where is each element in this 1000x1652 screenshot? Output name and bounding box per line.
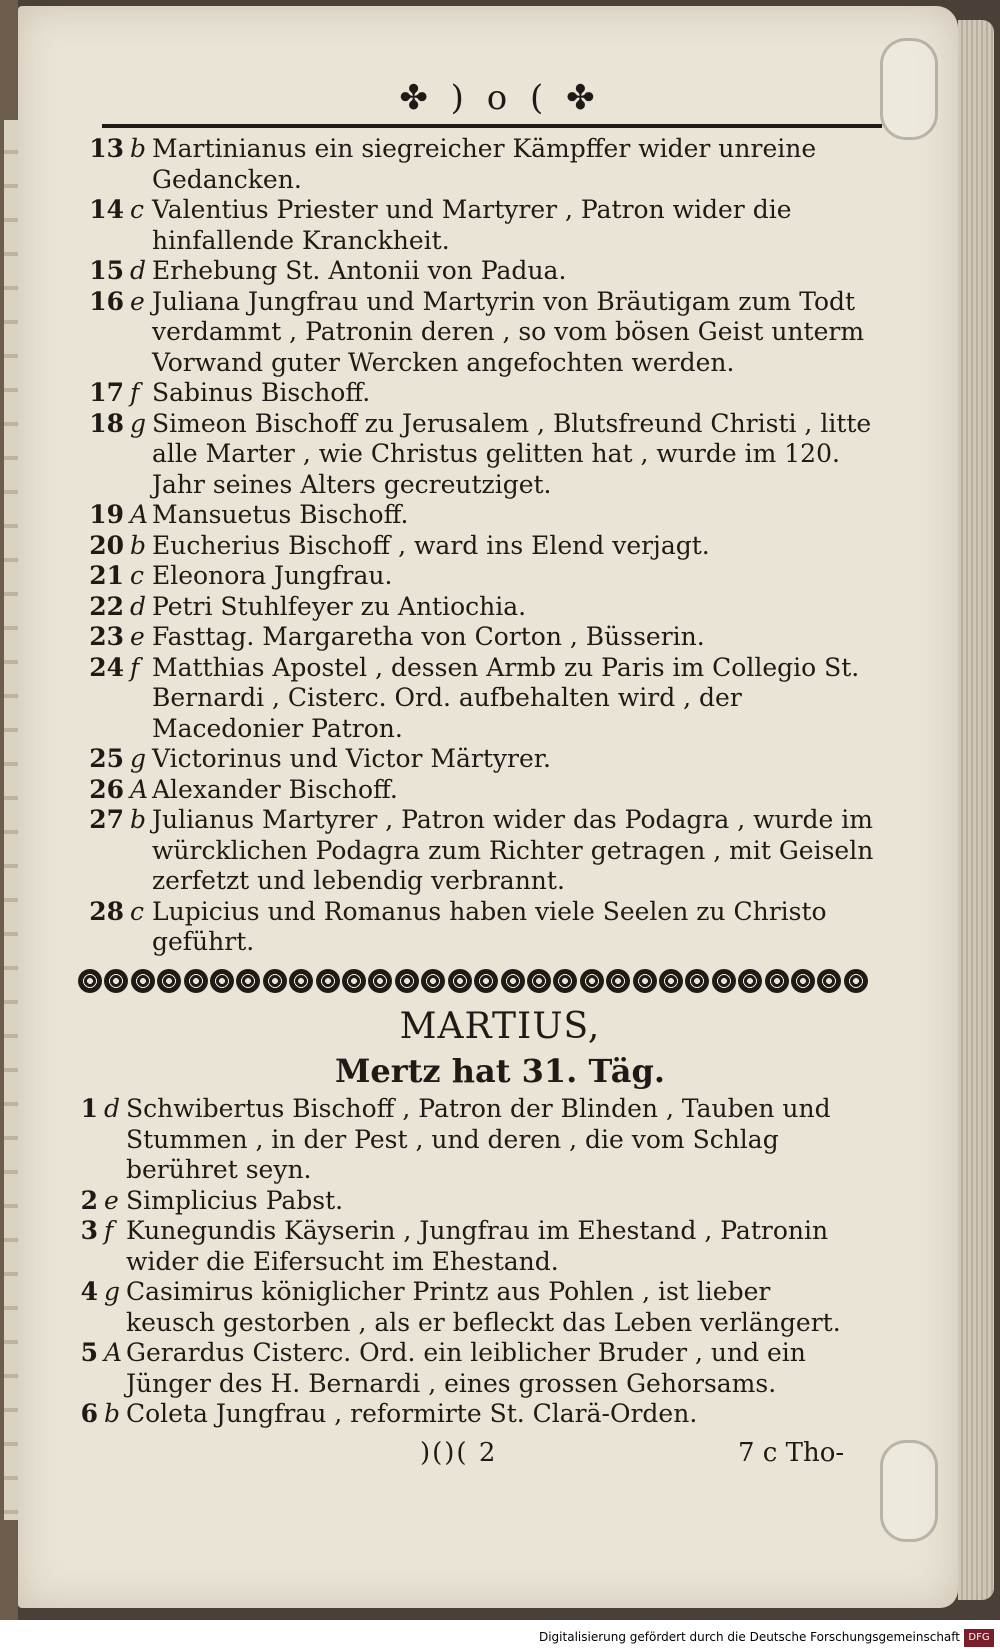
entry-day: 22 [89,591,124,621]
entry-text: Gerardus Cisterc. Ord. ein leiblicher Bruder , und ein Jünger des H. Bernardi , eines grossen Gehorsams. [126,1338,806,1398]
entry-letter: b [130,134,147,163]
entry-text: Martinianus ein siegreicher Kämpffer wider unreine Gedancken. [152,134,817,194]
ornament-rosette [104,969,128,993]
ornament-rosette [685,969,709,993]
head-rule [102,124,882,128]
clasp-bottom [880,1440,938,1542]
ornament-rosette [527,969,551,993]
calendar-entry [80,256,880,287]
entry-day: 3 [80,1216,98,1245]
entry-letter: b [130,805,147,834]
entry-letter: d [130,591,147,621]
calendar-entry [80,409,880,501]
february-entries [80,134,880,958]
calendar-entry [80,592,880,623]
ornament-rosette [738,969,762,993]
entry-text: Schwibertus Bischoff , Patron der Blinden , Tauben und Stummen , in der Pest , und deren , die vom Schlag berühret seyn. [126,1094,831,1184]
entry-day: 1 [80,1094,98,1123]
ornament-rosette [368,969,392,993]
entry-text: Coleta Jungfrau , reformirte St. Clarä-Orden. [126,1399,698,1428]
entry-text: Victorinus und Victor Märtyrer. [152,744,551,773]
running-head: ✤ ) o ( ✤ [399,78,601,118]
ornament-rosette [342,969,366,993]
entry-day: 27 [89,805,124,834]
entry-text: Juliana Jungfrau und Martyrin von Bräutigam zum Todt verdammt , Patronin deren , so vom bösen Geist unterm Vorwand guter Wercken angefochten werden. [152,286,865,377]
entry-text: Eleonora Jungfrau. [152,561,393,590]
entry-day: 16 [89,286,124,316]
entry-text: Matthias Apostel , dessen Armb zu Paris im Collegio St. Bernardi , Cisterc. Ord. aufbehalten wird , der Macedonier Patron. [152,652,860,743]
entry-letter: f [130,378,140,407]
entry-text: Petri Stuhlfeyer zu Antiochia. [152,591,527,621]
entry-day: 5 [80,1338,98,1367]
entry-day: 4 [80,1277,98,1306]
ornament-rosette [817,969,841,993]
ornament-rosette [421,969,445,993]
calendar-entry [80,653,880,745]
ornament-rosette [157,969,181,993]
entry-letter: b [130,530,147,560]
entry-text: Simplicius Pabst. [126,1185,344,1215]
entry-day: 2 [80,1185,98,1215]
previous-page-edge [4,120,18,1520]
calendar-entry [80,561,880,592]
month-title: MARTIUS, [399,1006,601,1047]
entry-letter: f [130,652,140,682]
catchword: 7 c Tho- [738,1438,845,1468]
entry-day: 28 [89,896,124,926]
entry-text: Fasttag. Margaretha von Corton , Büsserin. [152,622,705,651]
ornament-rosette [289,969,313,993]
entry-day: 26 [89,774,124,804]
entry-day: 15 [89,256,124,285]
ornament-rosette [316,969,340,993]
ornament-rosette [844,969,868,993]
ornament-divider [78,966,868,996]
entry-text: Eucherius Bischoff , ward ins Elend verjagt. [152,530,710,560]
entry-text: Casimirus königlicher Printz aus Pohlen , ist lieber keusch gestorben , als er befleckt das Leben verlängert. [126,1277,841,1337]
entry-letter: A [130,774,149,804]
march-entries [54,1094,862,1430]
calendar-entry [54,1216,862,1277]
entry-day: 6 [80,1399,98,1428]
calendar-entry [54,1399,862,1430]
footer-credit: Digitalisierung gefördert durch die Deutsche Forschungsgemeinschaft [538,1630,960,1644]
entry-text: Valentius Priester und Martyrer , Patron wider die hinfallende Kranckheit. [152,195,792,255]
entry-letter: c [130,195,145,224]
entry-day: 13 [89,134,124,163]
entry-text: Simeon Bischoff zu Jerusalem , Blutsfreund Christi , litte alle Marter , wie Christus gelitten hat , wurde im 120. Jahr seines Alters gecreutziget. [152,408,872,499]
entry-text: Sabinus Bischoff. [152,378,371,407]
ornament-rosette [263,969,287,993]
calendar-entry [80,500,880,531]
entry-letter: c [130,896,145,926]
calendar-entry [80,805,880,897]
entry-day: 24 [89,652,124,682]
calendar-entry [54,1277,862,1338]
entry-day: 19 [89,500,124,529]
entry-text: Mansuetus Bischoff. [152,500,409,529]
ornament-rosette [184,969,208,993]
ornament-rosette [131,969,155,993]
calendar-entry [80,744,880,775]
calendar-entry [80,775,880,806]
ornament-rosette [580,969,604,993]
fore-edge [958,20,994,1600]
entry-letter: g [130,408,147,438]
ornament-rosette [395,969,419,993]
calendar-entry [80,195,880,256]
calendar-entry [80,287,880,379]
ornament-rosette [448,969,472,993]
ornament-rosette [236,969,260,993]
entry-letter: A [104,1338,123,1367]
entry-letter: g [130,744,147,773]
entry-text: Julianus Martyrer , Patron wider das Podagra , wurde im würcklichen Podagra zum Richter getragen , mit Geiseln zerfetzt und lebendig verbrannt. [152,805,874,895]
ornament-rosette [474,969,498,993]
entry-text: Alexander Bischoff. [152,774,398,804]
ornament-rosette [78,969,102,993]
calendar-entry [80,622,880,653]
ornament-rosette [501,969,525,993]
signature-mark: )()( 2 [420,1438,498,1468]
entry-day: 18 [89,408,124,438]
entry-day: 17 [89,378,124,407]
entry-letter: f [104,1216,114,1245]
entry-text: Erhebung St. Antonii von Padua. [152,256,567,285]
entry-day: 21 [89,561,124,590]
calendar-entry [80,378,880,409]
entry-letter: e [130,286,145,316]
entry-text: Lupicius und Romanus haben viele Seelen zu Christo geführt. [152,896,827,956]
ornament-rosette [765,969,789,993]
calendar-entry [80,531,880,562]
calendar-entry [54,1094,862,1186]
entry-letter: d [104,1094,121,1123]
month-subtitle: Mertz hat 31. Täg. [334,1052,666,1090]
ornament-rosette [791,969,815,993]
footer [0,1626,1000,1652]
dfg-logo: DFG [964,1629,994,1647]
entry-text: Kunegundis Käyserin , Jungfrau im Ehestand , Patronin wider die Eifersucht im Ehestand. [126,1216,829,1276]
entry-day: 14 [89,195,124,224]
entry-letter: g [104,1277,121,1306]
ornament-rosette [210,969,234,993]
calendar-entry [80,134,880,195]
entry-day: 25 [89,744,124,773]
ornament-rosette [659,969,683,993]
entry-letter: A [130,500,149,529]
entry-letter: e [104,1185,119,1215]
calendar-entry [54,1186,862,1217]
ornament-rosette [553,969,577,993]
ornament-rosette [606,969,630,993]
entry-letter: e [130,622,145,651]
ornament-rosette [633,969,657,993]
entry-letter: b [104,1399,121,1428]
entry-letter: c [130,561,145,590]
entry-day: 23 [89,622,124,651]
entry-day: 20 [89,530,124,560]
entry-letter: d [130,256,147,285]
ornament-rosette [712,969,736,993]
calendar-entry [80,897,880,958]
calendar-entry [54,1338,862,1399]
